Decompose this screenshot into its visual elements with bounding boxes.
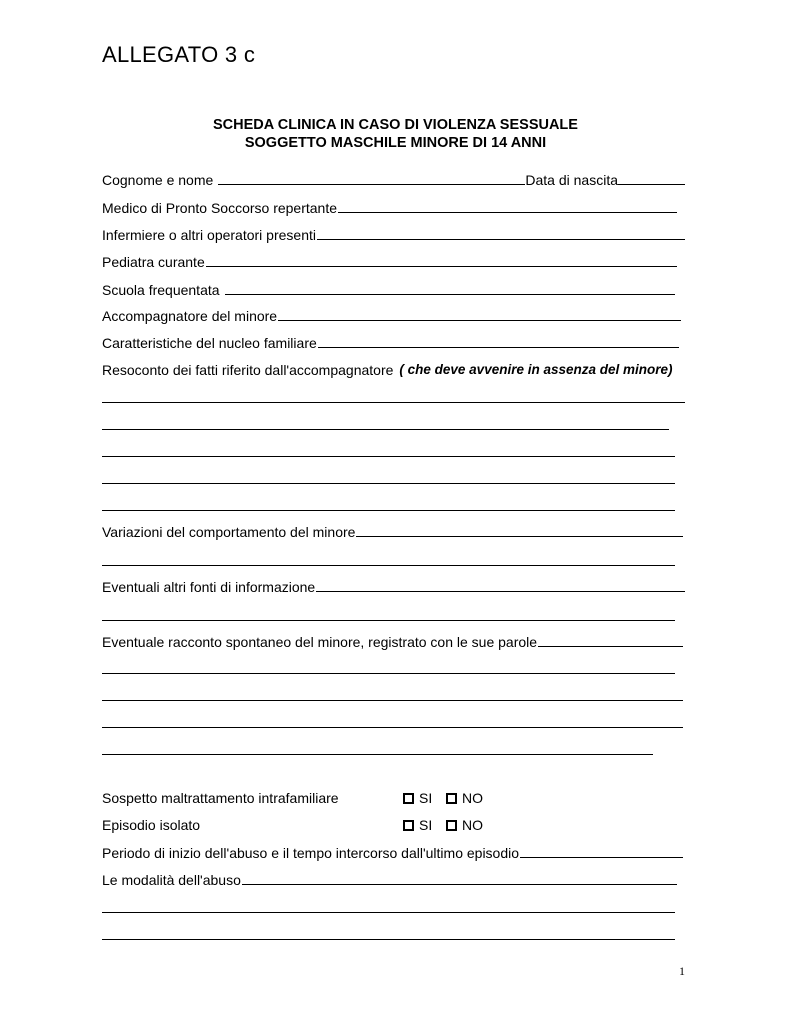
- sospetto-label: Sospetto maltrattamento intrafamiliare: [102, 790, 339, 806]
- medico-label: Medico di Pronto Soccorso repertante: [102, 200, 338, 216]
- variazioni-label: Variazioni del comportamento del minore: [102, 524, 356, 540]
- cognome-label: Cognome e nome: [102, 172, 214, 188]
- resoconto-line[interactable]: [102, 456, 675, 457]
- row-resoconto: [102, 360, 685, 378]
- infermiere-field[interactable]: [317, 239, 685, 240]
- resoconto-note: ( che deve avvenire in assenza del minore): [399, 362, 673, 377]
- medico-field[interactable]: [338, 212, 677, 213]
- scuola-label: Scuola frequentata: [102, 282, 220, 298]
- racconto-line[interactable]: [102, 727, 683, 728]
- periodo-field[interactable]: [520, 857, 683, 858]
- no-label: NO: [462, 817, 483, 833]
- periodo-label: Periodo di inizio dell'abuso e il tempo intercorso dall'ultimo episodio: [102, 845, 520, 861]
- row-nucleo: [102, 333, 679, 351]
- racconto-label: Eventuale racconto spontaneo del minore, registrato con le sue parole: [102, 634, 538, 650]
- variazioni-line[interactable]: [102, 565, 675, 566]
- row-periodo: [102, 843, 683, 861]
- cognome-field[interactable]: [218, 184, 525, 185]
- checkbox-icon[interactable]: [446, 793, 457, 804]
- infermiere-label: Infermiere o altri operatori presenti: [102, 227, 316, 243]
- si-label: SI: [419, 817, 433, 833]
- resoconto-label: Resoconto dei fatti riferito dall'accompagnatore: [102, 362, 394, 378]
- racconto-line[interactable]: [102, 673, 675, 674]
- row-variazioni: [102, 522, 683, 540]
- episodio-no-option[interactable]: [446, 816, 483, 834]
- nucleo-field[interactable]: [318, 347, 679, 348]
- row-pediatra: [102, 252, 677, 270]
- row-accompagnatore: [102, 306, 681, 324]
- racconto-line[interactable]: [102, 754, 653, 755]
- racconto-line[interactable]: [102, 700, 683, 701]
- checkbox-icon[interactable]: [403, 820, 414, 831]
- si-label: SI: [419, 790, 433, 806]
- fonti-field[interactable]: [316, 591, 685, 592]
- row-episodio: [102, 816, 582, 834]
- variazioni-field[interactable]: [356, 536, 683, 537]
- page-number: 1: [679, 964, 685, 978]
- row-infermiere: [102, 225, 685, 243]
- accompagnatore-field[interactable]: [278, 320, 681, 321]
- row-medico: [102, 198, 677, 216]
- row-cognome-data: [102, 170, 685, 188]
- sospetto-no-option[interactable]: [446, 789, 483, 807]
- scuola-field[interactable]: [225, 294, 675, 295]
- episodio-si-option[interactable]: [403, 816, 432, 834]
- checkbox-icon[interactable]: [403, 793, 414, 804]
- sospetto-si-option[interactable]: [403, 789, 432, 807]
- row-scuola: [102, 280, 675, 298]
- resoconto-line[interactable]: [102, 483, 675, 484]
- no-label: NO: [462, 790, 483, 806]
- document-header-title: ALLEGATO 3 c: [102, 42, 256, 67]
- pediatra-field[interactable]: [206, 266, 677, 267]
- resoconto-line[interactable]: [102, 510, 675, 511]
- row-fonti: [102, 577, 685, 595]
- pediatra-label: Pediatra curante: [102, 254, 205, 270]
- resoconto-line[interactable]: [102, 402, 685, 403]
- fonti-label: Eventuali altri fonti di informazione: [102, 579, 316, 595]
- checkbox-icon[interactable]: [446, 820, 457, 831]
- form-title: SCHEDA CLINICA IN CASO DI VIOLENZA SESSUALE: [213, 117, 578, 133]
- racconto-field[interactable]: [538, 646, 683, 647]
- row-modalita: [102, 870, 677, 888]
- data-nascita-label: Data di nascita: [525, 172, 618, 188]
- modalita-field[interactable]: [242, 884, 677, 885]
- resoconto-line[interactable]: [102, 429, 669, 430]
- accompagnatore-label: Accompagnatore del minore: [102, 308, 278, 324]
- row-racconto: [102, 632, 683, 650]
- data-nascita-field[interactable]: [618, 184, 685, 185]
- fonti-line[interactable]: [102, 620, 675, 621]
- row-sospetto: [102, 789, 582, 807]
- episodio-label: Episodio isolato: [102, 817, 201, 833]
- form-subtitle: SOGGETTO MASCHILE MINORE DI 14 ANNI: [244, 135, 547, 151]
- nucleo-label: Caratteristiche del nucleo familiare: [102, 335, 317, 351]
- modalita-line[interactable]: [102, 912, 675, 913]
- modalita-label: Le modalità dell'abuso: [102, 872, 241, 888]
- modalita-line[interactable]: [102, 939, 675, 940]
